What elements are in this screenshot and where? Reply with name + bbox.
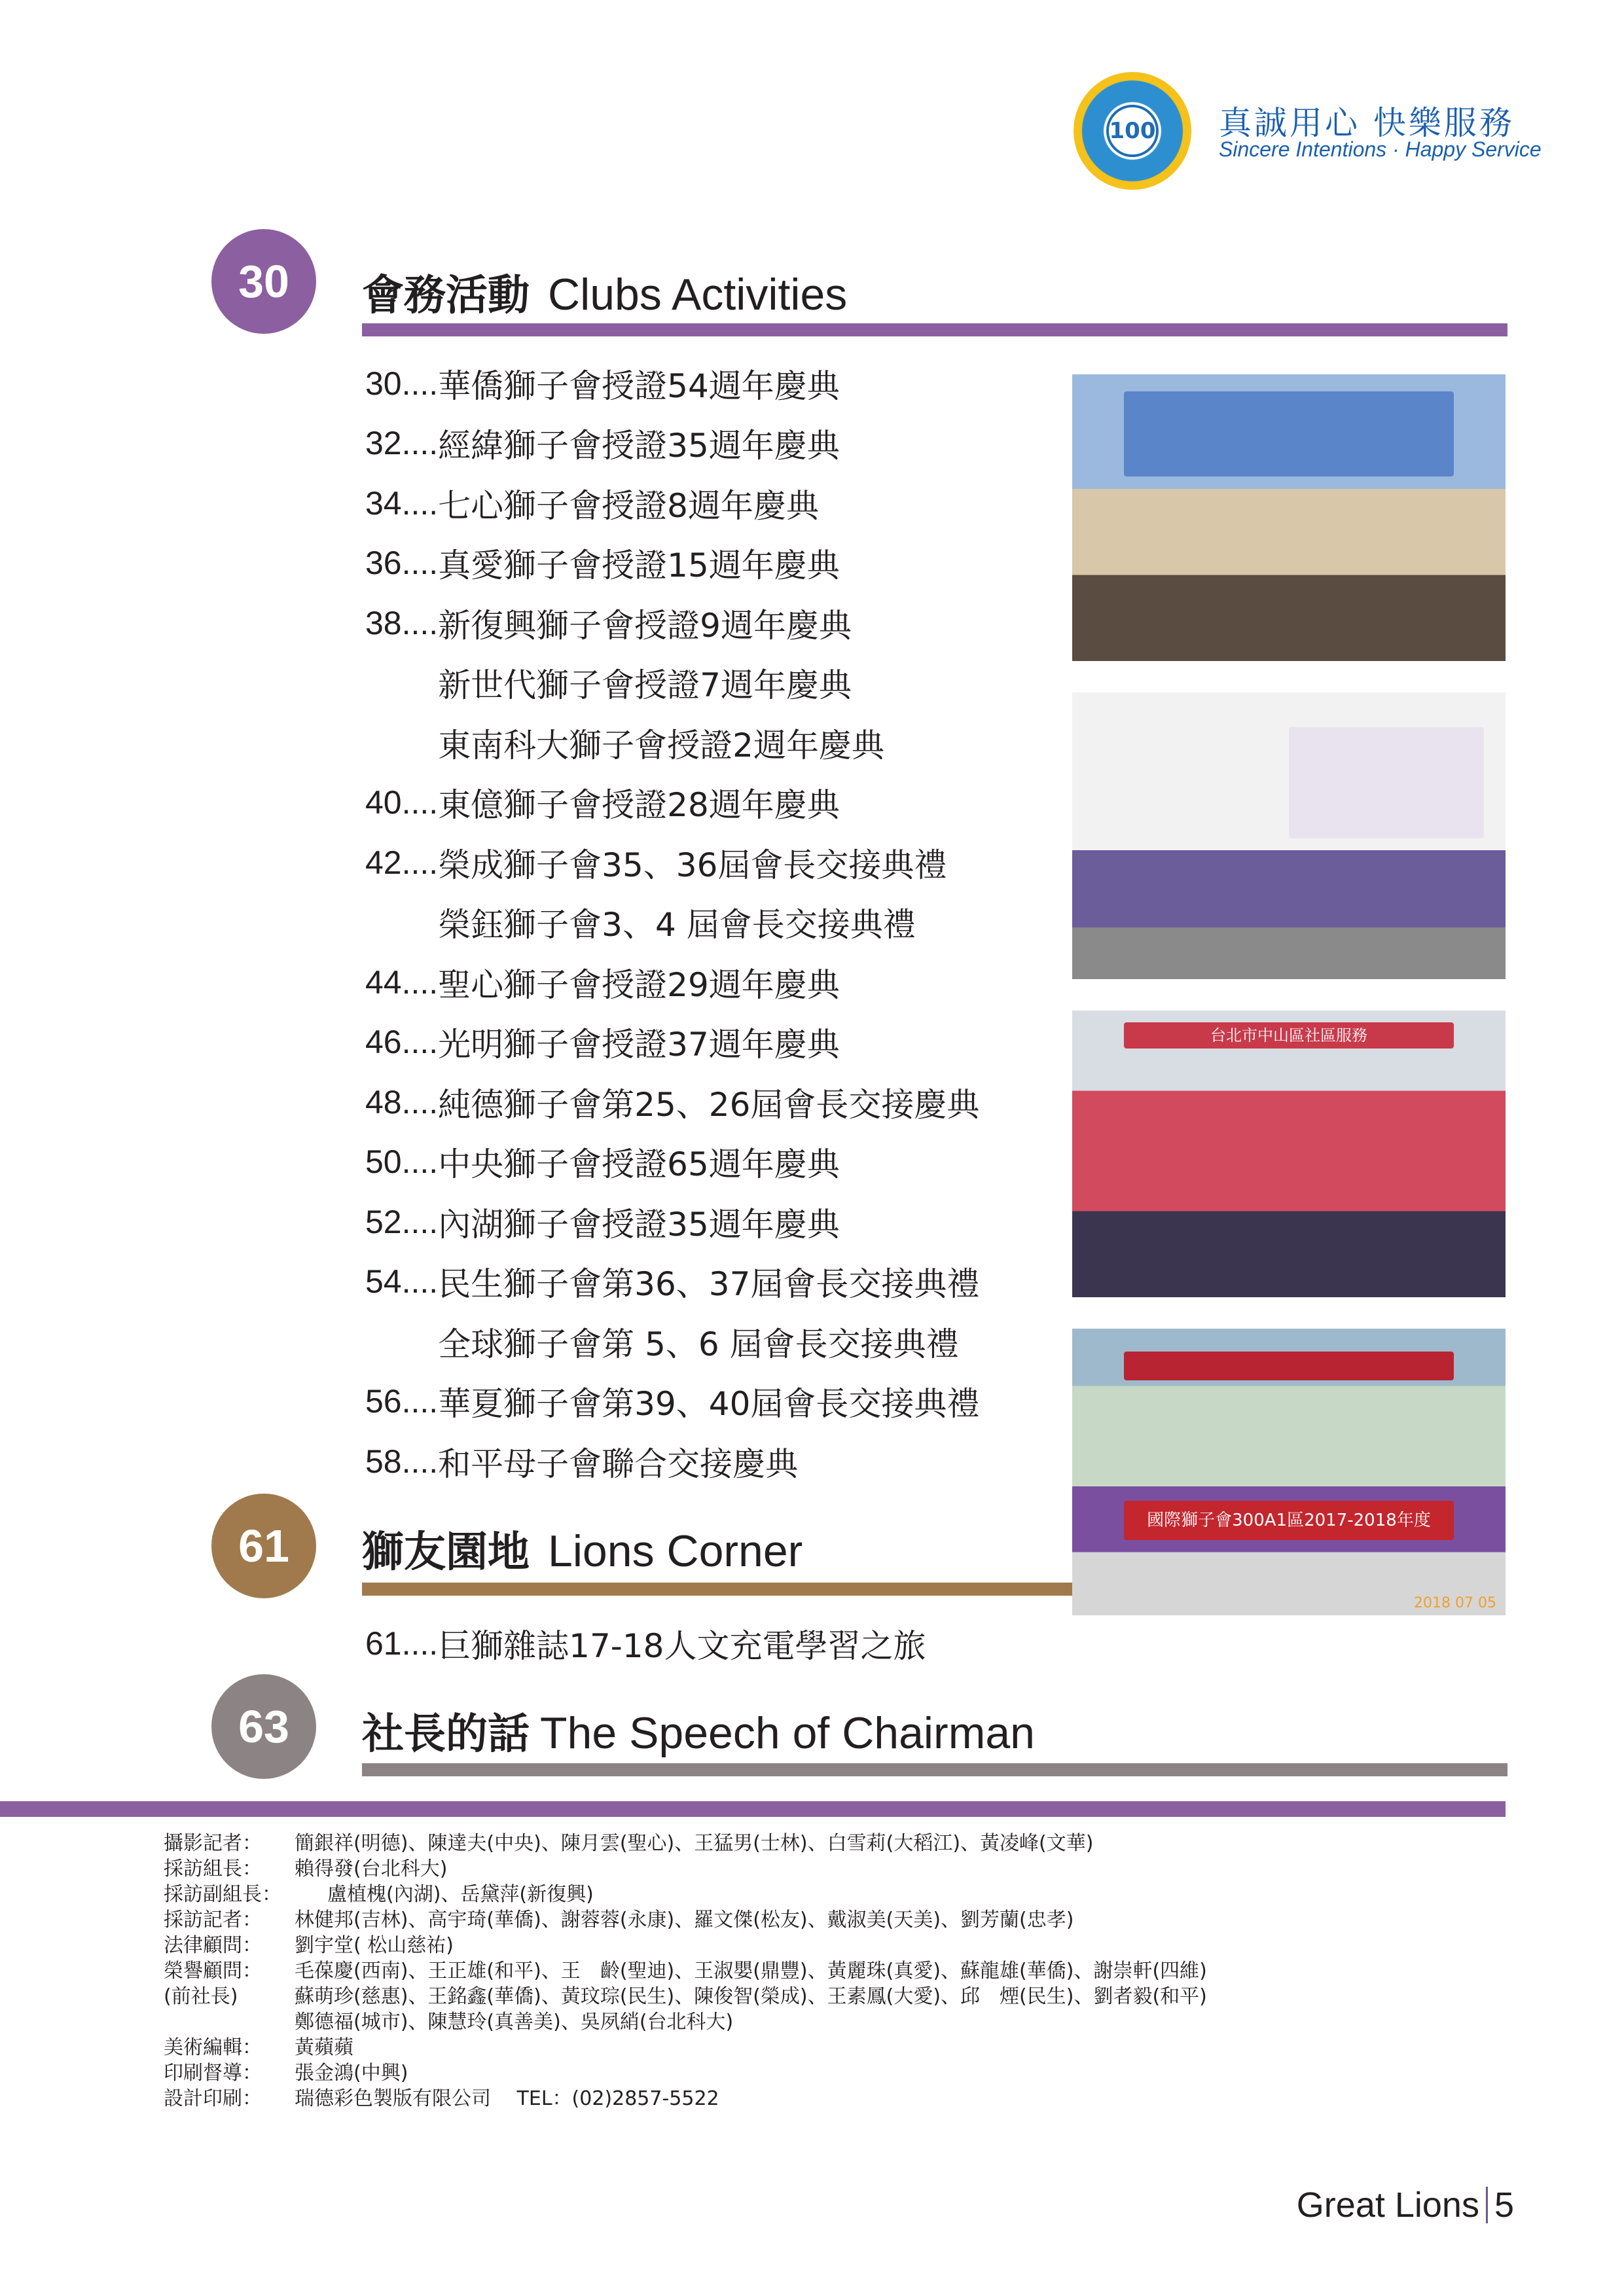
section-divider — [362, 1763, 1507, 1776]
photo-banner: 國際獅子會300A1區2017-2018年度 — [1124, 1501, 1453, 1540]
section-number-badge: 61 — [211, 1494, 316, 1598]
toc-entry[interactable]: 40.... 東億獅子會授證28週年慶典 — [365, 784, 840, 825]
toc-entry[interactable]: 56.... 華夏獅子會第39、40屆會長交接典禮 — [365, 1383, 980, 1424]
slogan-chinese: 真誠用心 快樂服務 — [1219, 104, 1515, 142]
credit-row: 設計印刷： 瑞德彩色製版有限公司 TEL：(02)2857-5522 — [164, 2087, 719, 2110]
section-title-en: The Speech of Chairman — [540, 1708, 1035, 1758]
toc-entry[interactable]: 46.... 光明獅子會授證37週年慶典 — [365, 1024, 840, 1064]
footer-separator — [1486, 2187, 1488, 2223]
photo-date: 2018 07 05 — [1414, 1595, 1496, 1611]
credit-row: (前社長) 蘇萌珍(慈惠)、王銘鑫(華僑)、黃玟琮(民生)、陳俊智(榮成)、王素鳳(大愛)、邱 煙(民生)、劉者毅(和平) — [164, 1985, 1207, 2008]
section-title — [362, 262, 847, 322]
photo-vehicle-donation — [1072, 1329, 1506, 1615]
toc-entry[interactable]: 54.... 民生獅子會第36、37屆會長交接典禮 — [365, 1263, 980, 1304]
toc-entry[interactable]: 58.... 和平母子會聯合交接慶典 — [365, 1443, 799, 1483]
toc-entry[interactable]: 新世代獅子會授證7週年慶典 — [438, 666, 852, 705]
toc-entry[interactable]: 36.... 真愛獅子會授證15週年慶典 — [365, 545, 840, 585]
photo-anniversary-ceremony — [1072, 374, 1506, 661]
credit-row: 法律顧問： 劉宇堂( 松山慈祐) — [164, 1934, 454, 1957]
toc-entry[interactable]: 42.... 榮成獅子會35、36屆會長交接典禮 — [365, 844, 947, 884]
table-of-contents — [365, 353, 1053, 1492]
section-title-cn: 獅友園地 — [362, 1528, 530, 1577]
toc-entry[interactable]: 38.... 新復興獅子會授證9週年慶典 — [365, 604, 852, 645]
credit-row: 採訪記者： 林健邦(吉林)、高宇琦(華僑)、謝蓉蓉(永康)、羅文傑(松友)、戴淑美(天美)、劉芳蘭(忠孝) — [164, 1909, 1074, 1931]
photo-group-with-van — [1072, 692, 1506, 979]
logo-text: 100 — [1106, 105, 1159, 157]
district-100-logo — [1074, 72, 1191, 190]
toc-entry[interactable]: 32.... 經緯獅子會授證35週年慶典 — [365, 425, 840, 465]
section-divider — [362, 323, 1507, 336]
page-footer — [1297, 2185, 1514, 2225]
section-title — [362, 1700, 1035, 1761]
photo-banner: 台北市中山區社區服務 — [1124, 1022, 1453, 1049]
page-number: 5 — [1494, 2185, 1514, 2225]
section-divider — [362, 1583, 1075, 1596]
slogan-english: Sincere Intentions · Happy Service — [1219, 137, 1542, 161]
section-title-en: Lions Corner — [548, 1526, 803, 1576]
credit-row: 鄭德福(城市)、陳慧玲(真善美)、吳夙綃(台北科大) — [295, 2011, 734, 2034]
toc-entry[interactable]: 全球獅子會第 5、6 屆會長交接典禮 — [438, 1325, 959, 1363]
staff-credits — [164, 1831, 1207, 2111]
toc-entry[interactable]: 東南科大獅子會授證2週年慶典 — [438, 726, 884, 764]
toc-entry[interactable]: 34.... 七心獅子會授證8週年慶典 — [365, 484, 819, 525]
section-number-badge: 30 — [211, 229, 316, 334]
page-divider — [0, 1801, 1506, 1817]
credit-row: 印刷督導： 張金鴻(中興) — [164, 2062, 408, 2085]
photo-community-hall — [1072, 1011, 1506, 1297]
credit-row: 美術編輯： 黃蘋蘋 — [164, 2036, 353, 2059]
section-title-cn: 會務活動 — [362, 272, 530, 320]
toc-entry[interactable]: 52.... 內湖獅子會授證35週年慶典 — [365, 1203, 840, 1244]
magazine-name: Great Lions — [1296, 2185, 1479, 2225]
toc-entry[interactable]: 48.... 純德獅子會第25、26屆會長交接慶典 — [365, 1083, 980, 1124]
toc-entry[interactable]: 榮鈺獅子會3、4 屆會長交接典禮 — [438, 906, 916, 944]
toc-entry[interactable]: 30.... 華僑獅子會授證54週年慶典 — [365, 365, 840, 405]
credit-row: 採訪副組長： 盧植槐(內湖)、岳黛萍(新復興) — [164, 1883, 594, 1906]
section-title-cn: 社長的話 — [362, 1710, 530, 1759]
credit-row: 採訪組長： 賴得發(台北科大) — [164, 1857, 448, 1880]
credit-row: 榮譽顧問： 毛葆慶(西南)、王正雄(和平)、王 齡(聖迪)、王淑嬰(鼎豐)、黃麗珠(真愛)、蘇龍雄(華僑)、謝崇軒(四維) — [164, 1960, 1207, 1982]
toc-entry[interactable]: 44.... 聖心獅子會授證29週年慶典 — [365, 963, 840, 1004]
photo-banner — [1124, 1352, 1453, 1380]
section-title-en: Clubs Activities — [548, 270, 848, 319]
section-number-badge: 63 — [211, 1674, 316, 1779]
section-title — [362, 1518, 803, 1579]
credit-row: 攝影記者： 簡銀祥(明德)、陳達夫(中央)、陳月雲(聖心)、王猛男(士林)、白雪莉(大稻江)、黃凌峰(文華) — [164, 1832, 1094, 1855]
photo-van — [1289, 727, 1484, 838]
toc-entry[interactable]: 61.... 巨獅雜誌17-18人文充電學習之旅 — [365, 1624, 926, 1665]
photo-banner — [1124, 391, 1453, 476]
toc-entry[interactable]: 50.... 中央獅子會授證65週年慶典 — [365, 1143, 840, 1184]
